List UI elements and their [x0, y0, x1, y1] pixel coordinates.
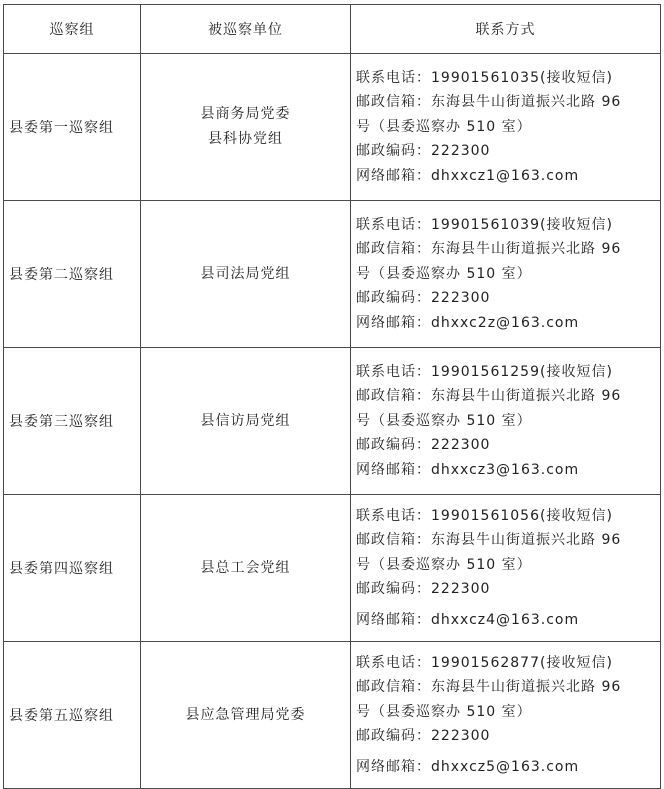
contact-cell — [351, 642, 661, 789]
contact-email: 网络邮箱：dhxxc2z@163.com — [356, 314, 580, 331]
unit-cell — [141, 642, 351, 789]
contact-mail-line2: 号（县委巡察办 510 室） — [356, 703, 532, 720]
group-cell: 县委第五巡察组 — [4, 642, 141, 789]
header-group: 巡察组 — [4, 5, 141, 54]
contact-postcode: 邮政编码：222300 — [356, 437, 491, 454]
unit-name: 县科协党组 — [208, 131, 283, 147]
unit-cell — [141, 54, 351, 201]
contact-mail-line2: 号（县委巡察办 510 室） — [356, 412, 532, 429]
contact-cell — [351, 495, 661, 642]
contact-email: 网络邮箱：dhxxcz1@163.com — [356, 167, 580, 184]
contact-mail-line2: 号（县委巡察办 510 室） — [356, 265, 532, 282]
table-row — [4, 642, 661, 789]
header-contact: 联系方式 — [351, 5, 661, 54]
group-cell: 县委第三巡察组 — [4, 348, 141, 495]
contact-postcode: 邮政编码：222300 — [356, 143, 491, 160]
header-row — [4, 5, 661, 54]
contact-postcode: 邮政编码：222300 — [356, 581, 491, 598]
contact-cell — [351, 348, 661, 495]
contact-postcode: 邮政编码：222300 — [356, 290, 491, 307]
unit-name: 县总工会党组 — [200, 559, 291, 576]
unit-name: 县应急管理局党委 — [185, 706, 306, 723]
contact-mail-line2: 号（县委巡察办 510 室） — [356, 556, 532, 573]
header-unit: 被巡察单位 — [141, 5, 351, 54]
contact-mail-line1: 邮政信箱：东海县牛山街道振兴北路 96 — [356, 94, 622, 111]
contact-phone: 联系电话：19901561259(接收短信) — [356, 363, 613, 380]
contact-mail-line1: 邮政信箱：东海县牛山街道振兴北路 96 — [356, 241, 622, 258]
contact-phone: 联系电话：19901561039(接收短信) — [356, 216, 613, 233]
contact-cell — [351, 201, 661, 348]
table-row — [4, 54, 661, 201]
contact-mail-line1: 邮政信箱：东海县牛山街道振兴北路 96 — [356, 388, 622, 405]
unit-name: 县信访局党组 — [200, 412, 291, 429]
contact-mail-line1: 邮政信箱：东海县牛山街道振兴北路 96 — [356, 679, 622, 696]
contact-email: 网络邮箱：dhxxcz4@163.com — [356, 611, 580, 628]
contact-email: 网络邮箱：dhxxcz5@163.com — [356, 758, 580, 775]
contact-cell — [351, 54, 661, 201]
contact-email: 网络邮箱：dhxxcz3@163.com — [356, 461, 580, 478]
unit-cell — [141, 201, 351, 348]
unit-cell — [141, 495, 351, 642]
unit-name: 县商务局党委 — [200, 106, 291, 122]
group-cell: 县委第一巡察组 — [4, 54, 141, 201]
contact-phone: 联系电话：19901562877(接收短信) — [356, 654, 613, 671]
unit-name: 县司法局党组 — [200, 265, 291, 282]
contact-mail-line2: 号（县委巡察办 510 室） — [356, 118, 532, 135]
contact-phone: 联系电话：19901561035(接收短信) — [356, 69, 613, 86]
table-row — [4, 201, 661, 348]
table-row — [4, 348, 661, 495]
contact-phone: 联系电话：19901561056(接收短信) — [356, 507, 613, 524]
table-row — [4, 495, 661, 642]
unit-cell — [141, 348, 351, 495]
group-cell: 县委第二巡察组 — [4, 201, 141, 348]
contact-mail-line1: 邮政信箱：东海县牛山街道振兴北路 96 — [356, 532, 622, 549]
inspection-contact-table — [3, 4, 661, 789]
group-cell: 县委第四巡察组 — [4, 495, 141, 642]
contact-postcode: 邮政编码：222300 — [356, 728, 491, 745]
